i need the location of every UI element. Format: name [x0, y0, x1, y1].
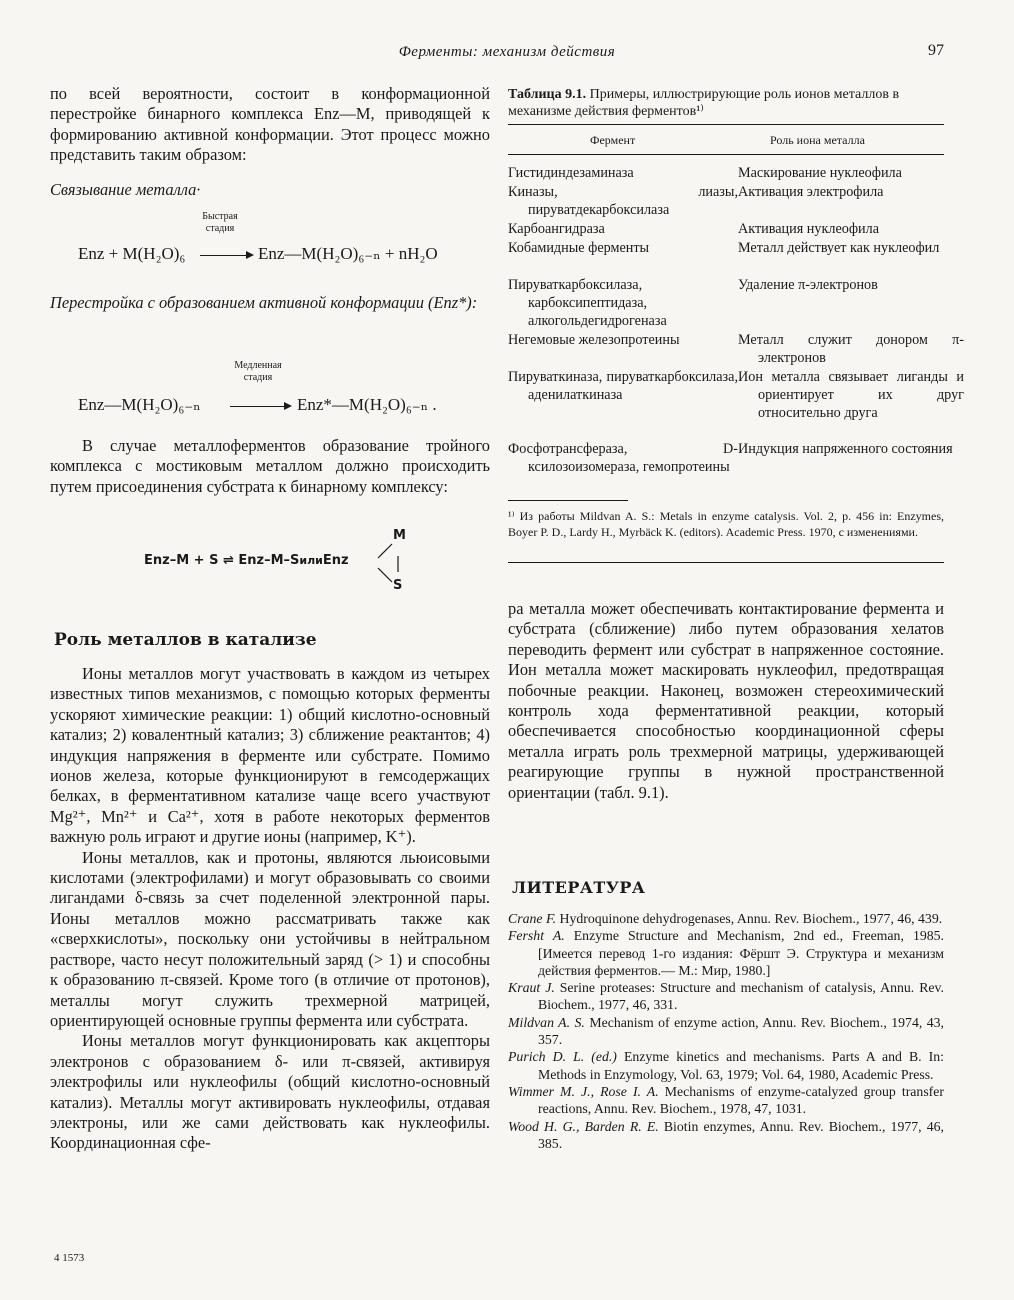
- arrow-icon: [230, 406, 290, 407]
- paragraph: Ионы металлов могут функционировать как акцепторы электронов с образованием δ- или π-связей, активируя электрофилы или нуклеофилы (общий кислотно-основный катализ). Металлы могут активировать нуклеофилы, отдавая электроны, или же сами действовать как нуклеофилы. Координационная сфе-: [50, 1031, 490, 1153]
- left-column-ternary: [50, 436, 490, 497]
- right-column-body: [508, 599, 944, 803]
- reference-item: Kraut J. Serine proteases: Structure and mechanism of catalysis, Annu. Rev. Biochem., 1977, 46, 331.: [508, 980, 944, 1013]
- reference-item: Crane F. Hydroquinone dehydrogenases, Annu. Rev. Biochem., 1977, 46, 439.: [508, 911, 943, 926]
- paragraph: ра металла может обеспечивать контактирование фермента и субстрата (сближение) либо путем образования хелатов переводить фермент или субстрат в напряженное состояние. Ион металла может маскировать нуклеофил, предотвращая побочные реакции. Наконец, возможен стереохимический контроль хода ферментативной реакции, который обеспечивается способностью координационной сферы металла играть роль трехмерной матрицы, удерживающей реагирующие группы в нужной пространственной ориентации (табл. 9.1).: [508, 599, 944, 802]
- paragraph: Ионы металлов могут участвовать в каждом из четырех известных типов механизмов, с помощью которых ферменты ускоряют химические реакции: 1) общий кислотно-основный катализ; 2) ковалентный катализ; 3) сближение реактантов; 4) индукция напряжения в ферменте или субстрате. Помимо ионов железа, которые функционируют в гемсодержащих белках, в ферментативном катализе чаще всего участвуют Mg²⁺, Mn²⁺ и Ca²⁺, хотя в работе некоторых ферментов важную роль играют и другие ионы (например, K⁺).: [50, 664, 490, 847]
- table-rule: [508, 154, 944, 155]
- reference-item: Mildvan A. S. Mechanism of enzyme action, Annu. Rev. Biochem., 1974, 43, 357.: [508, 1014, 945, 1048]
- rearrangement-heading: Перестройка с образованием активной конформации (Enz*):: [50, 293, 478, 312]
- table-footnote: ¹⁾ Из работы Mildvan A. S.: Metals in enzyme catalysis. Vol. 2, p. 456 in: Enzymes, Boyer P. D., Lardy H., Myrbäck K. (editors). Academic Press. 1970, с изменениями.: [508, 509, 944, 539]
- equation-left: Enz + M(H₂O)₆: [78, 244, 186, 263]
- bridge-bonds: [372, 538, 402, 588]
- running-title: Ферменты: механизм действия: [398, 44, 616, 60]
- footnote-rule: [508, 500, 628, 501]
- paragraph: В случае металлоферментов образование тройного комплекса с мостиковым металлом должно происходить путем присоединения субстрата к бинарному комплексу:: [50, 436, 490, 496]
- left-column-intro: [50, 84, 490, 166]
- table-rule: [508, 562, 944, 563]
- table-header-role: Роль иона металла: [770, 133, 865, 147]
- table-header-enzyme: Фермент: [590, 133, 636, 147]
- reference-item: Purich D. L. (ed.) Enzyme kinetics and mechanisms. Parts A and B. In: Methods in Enzymology, Vol. 63, 1979; Vol. 64, 1980, Academic Press.: [508, 1049, 944, 1082]
- paragraph: по всей вероятности, состоит в конформационной перестройке бинарного комплекса Enz—M, приводящей к формированию активной конформации. Этот процесс можно представить таким образом:: [50, 84, 490, 165]
- equation-right: Enz*—M(H₂O)₆₋ₙ .: [297, 395, 437, 414]
- binding-heading: Связывание металла·: [50, 180, 201, 199]
- step-label: Быстрая стадия: [202, 211, 238, 234]
- reference-item: Wimmer M. J., Rose I. A. Mechanisms of enzyme-catalyzed group transfer reactions, Annu. Rev. Biochem., 1978, 47, 1031.: [508, 1083, 944, 1117]
- paragraph: Ионы металлов, как и протоны, являются льюисовыми кислотами (электрофилами) и могут образовывать со своими лигандами δ-связь за счет поделенной электронной пары. Ионы металлов можно рассматривать также как «сверхкислоты», поскольку они устойчивы в нейтральном растворе, часто несут положительный заряд (> 1) и способны к образованию π-связей. Кроме того (в отличие от протонов), металлы могут служить трехмерной матрицей, ориентирующей основные группы фермента или субстрата.: [50, 847, 490, 1030]
- equation-left: Enz—M(H₂O)₆₋ₙ: [78, 395, 201, 414]
- equation-right: Enz—M(H₂O)₆₋ₙ + nH₂O: [258, 244, 438, 263]
- section-title: Роль металлов в катализе: [54, 630, 317, 650]
- reference-list: [508, 910, 944, 1152]
- ternary-equation: Enz–M + S ⇌ Enz–M–SилиEnz: [144, 553, 349, 568]
- reference-item: Fersht A. Enzyme Structure and Mechanism, 2nd ed., Freeman, 1985. [Имеется перевод 1-го издания: Фёршт Э. Структура и механизм действия ферментов.— М.: Мир, 1980.]: [508, 928, 944, 978]
- step-label: Медленная стадия: [234, 360, 282, 383]
- table-caption: Таблица 9.1. Примеры, иллюстрирующие роль ионов металлов в механизме действия ферментов¹⁾: [508, 87, 900, 119]
- reference-item: Wood H. G., Barden R. E. Biotin enzymes, Annu. Rev. Biochem., 1977, 46, 385.: [508, 1118, 944, 1151]
- metal-label: M: [393, 528, 406, 543]
- substrate-label: S: [393, 578, 403, 593]
- left-column-body: [50, 664, 490, 1154]
- arrow-icon: [200, 255, 252, 256]
- literature-title: ЛИТЕРАТУРА: [512, 878, 646, 897]
- footer-code: 4 1573: [54, 1252, 85, 1264]
- table-rule: [508, 124, 944, 125]
- page-number: 97: [928, 42, 944, 59]
